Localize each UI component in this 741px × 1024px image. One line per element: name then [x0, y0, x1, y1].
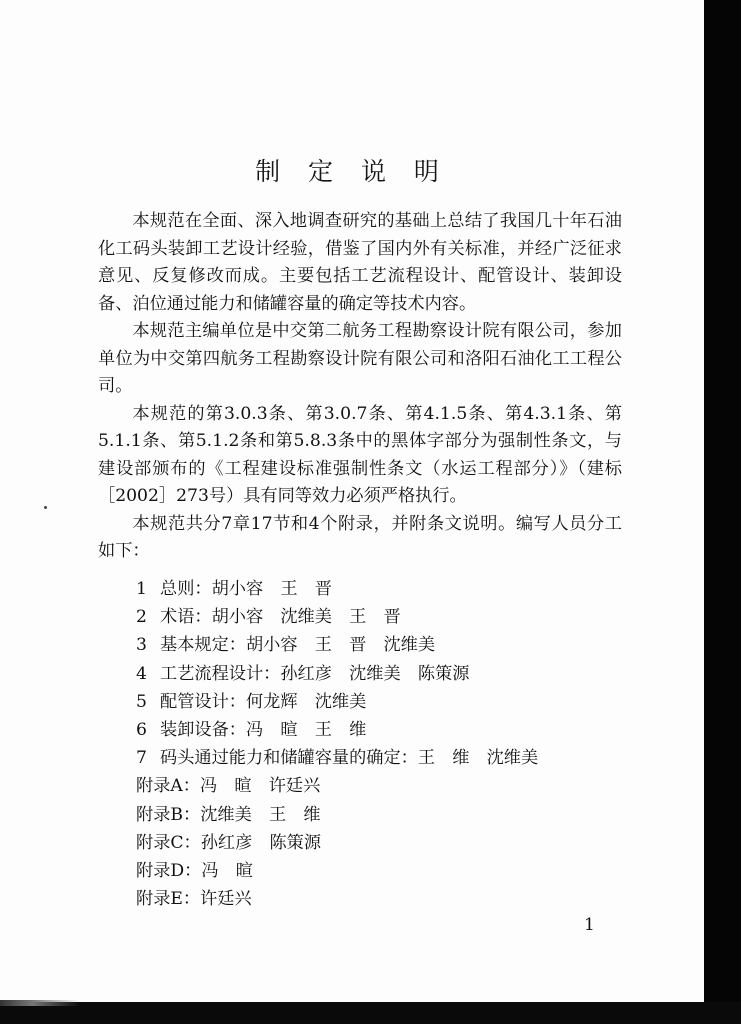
appendix-item: 附录A：冯 暄 许廷兴	[136, 776, 321, 797]
appendix-item: 附录C：孙红彦 陈策源	[136, 832, 322, 853]
list-item-number: 6	[136, 720, 147, 741]
page-title: 制 定 说 明	[255, 157, 449, 186]
appendix-item: 附录E：许廷兴	[136, 889, 252, 910]
list-item-text: 装卸设备：冯 暄 王 维	[160, 720, 367, 741]
list-item-text: 码头通过能力和储罐容量的确定：王 维 沈维美	[160, 748, 539, 769]
scan-speck	[44, 506, 47, 509]
paragraph-editors: 本规范主编单位是中交第二航务工程勘察设计院有限公司，参加单位为中交第四航务工程勘察设计院有限公司和洛阳石油化工工程公司。	[98, 321, 622, 396]
list-item-text: 总则：胡小容 王 晋	[160, 579, 332, 599]
list-item-number: 2	[136, 607, 147, 628]
list-item-text: 工艺流程设计：孙红彦 沈维美 陈策源	[160, 663, 470, 684]
list-item-number: 7	[136, 748, 147, 769]
list-item-text: 配管设计：何龙辉 沈维美	[160, 691, 367, 712]
page-number: 1	[584, 915, 595, 935]
list-item-number: 4	[136, 663, 147, 684]
list-item	[136, 603, 538, 631]
list-item	[136, 716, 538, 744]
scan-border-bottom	[0, 1002, 741, 1024]
list-item-text: 基本规定：胡小容 王 晋 沈维美	[160, 635, 436, 656]
list-item-number: 5	[136, 691, 147, 712]
body-text	[98, 208, 622, 566]
list-item	[136, 631, 538, 659]
author-assignment-list	[136, 575, 538, 913]
appendix-item: 附录B：沈维美 王 维	[136, 804, 321, 825]
list-item	[136, 688, 538, 716]
paragraph-intro: 本规范在全面、深入地调查研究的基础上总结了我国几十年石油化工码头装卸工艺设计经验，借鉴了国内外有关标准，并经广泛征求意见、反复修改而成。主要包括工艺流程设计、配管设计、装卸设备、泊位通过能力和储罐容量的确定等技术内容。	[98, 211, 622, 314]
list-item-text: 术语：胡小容 沈维美 王 晋	[160, 607, 401, 628]
paragraph-structure: 本规范共分7章17节和4个附录，并附条文说明。编写人员分工如下：	[98, 513, 622, 561]
list-item-number: 3	[136, 635, 147, 656]
list-item	[136, 575, 538, 603]
paragraph-mandatory-clauses: 本规范的第3.0.3条、第3.0.7条、第4.1.5条、第4.3.1条、第5.1.1条、第5.1.2条和第5.8.3条中的黑体字部分为强制性条文，与建设部颁布的《工程建设标准强制性条文（水运工程部分）》（建标［2002］273号）具有同等效力必须严格执行。	[98, 403, 622, 506]
list-item	[136, 744, 538, 772]
scan-border-right	[704, 0, 741, 1024]
list-item-number: 1	[136, 579, 147, 599]
appendix-item: 附录D：冯 暄	[136, 861, 253, 882]
scan-artifact	[0, 1000, 80, 1006]
list-item	[136, 660, 538, 688]
